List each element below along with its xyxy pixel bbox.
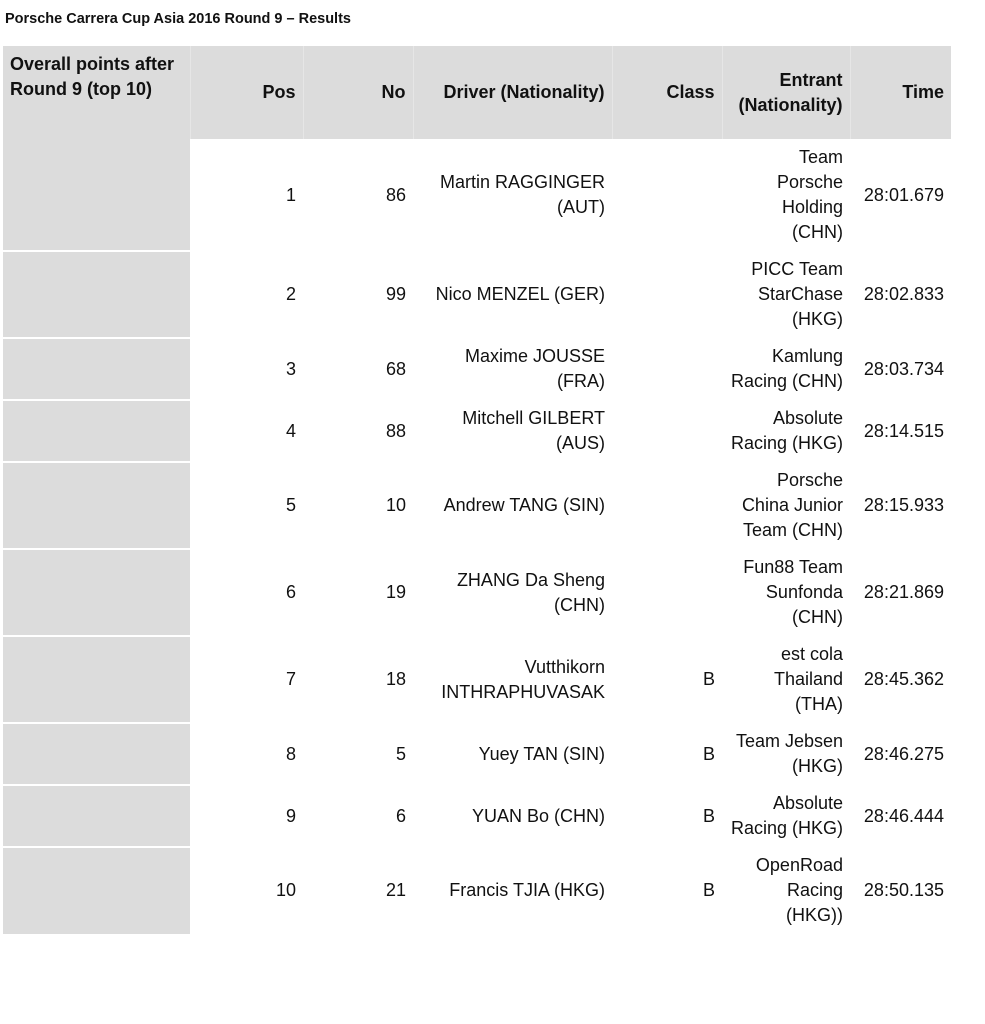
no-cell: 21 [385, 880, 406, 900]
table-row [3, 847, 951, 934]
time-cell: 28:14.515 [863, 420, 944, 441]
entrant-cell: Kamlung Racing (CHN) [730, 346, 843, 391]
driver-cell: ZHANG Da Sheng (CHN) [456, 569, 605, 615]
no-cell: 68 [385, 358, 406, 379]
time-cell: 28:21.869 [863, 582, 944, 602]
driver-cell: Vutthikorn INTHRAPHUVASAK [441, 656, 605, 702]
class-cell: B [702, 805, 715, 826]
table-row [3, 462, 951, 549]
table-row [3, 723, 951, 785]
time-cell: 28:02.833 [863, 284, 944, 304]
class-cell [612, 139, 722, 251]
driver-cell: YUAN Bo (CHN) [471, 805, 605, 826]
no-cell: 5 [395, 743, 406, 764]
entrant-cell: OpenRoad Racing (HKG)) [755, 855, 843, 925]
header-time: Time [850, 46, 951, 139]
entrant-cell: Team Porsche Holding (CHN) [776, 147, 843, 242]
class-cell: B [702, 880, 715, 900]
pos-cell: 9 [285, 805, 296, 826]
header-overall-points: Overall points after Round 9 (top 10) [3, 46, 190, 139]
no-cell: 18 [385, 669, 406, 689]
time-cell: 28:15.933 [863, 495, 944, 515]
overall-points-cell [3, 636, 190, 723]
pos-cell: 2 [285, 284, 296, 304]
header-pos: Pos [190, 46, 303, 139]
pos-cell: 3 [285, 358, 296, 379]
entrant-cell: Absolute Racing (HKG) [730, 793, 843, 838]
entrant-cell: Team Jebsen (HKG) [735, 731, 843, 776]
no-cell: 99 [385, 284, 406, 304]
header-row [3, 46, 951, 139]
pos-cell: 4 [285, 420, 296, 441]
entrant-cell: est cola Thailand (THA) [773, 644, 843, 714]
table-row [3, 549, 951, 636]
driver-cell: Yuey TAN (SIN) [478, 743, 605, 764]
no-cell: 10 [385, 495, 406, 515]
class-cell [612, 400, 722, 462]
overall-points-cell [3, 723, 190, 785]
no-cell: 86 [385, 184, 406, 205]
class-cell [612, 338, 722, 400]
table-row [3, 139, 951, 251]
no-cell: 19 [385, 582, 406, 602]
driver-cell: Maxime JOUSSE (FRA) [464, 346, 605, 391]
overall-points-cell [3, 785, 190, 847]
overall-points-cell [3, 251, 190, 338]
pos-cell: 7 [285, 669, 296, 689]
table-row [3, 636, 951, 723]
class-cell: B [702, 743, 715, 764]
page-title: Porsche Carrera Cup Asia 2016 Round 9 – Results [5, 11, 351, 27]
class-cell: B [702, 669, 715, 689]
overall-points-cell [3, 847, 190, 934]
class-cell [612, 462, 722, 549]
no-cell: 6 [395, 805, 406, 826]
header-driver: Driver (Nationality) [413, 46, 612, 139]
class-cell [612, 251, 722, 338]
overall-points-cell [3, 400, 190, 462]
pos-cell: 6 [285, 582, 296, 602]
pos-cell: 8 [285, 743, 296, 764]
time-cell: 28:46.275 [863, 743, 944, 764]
entrant-cell: Fun88 Team Sunfonda (CHN) [743, 557, 843, 627]
results-table [3, 46, 951, 934]
overall-points-cell [3, 139, 190, 251]
header-no: No [303, 46, 413, 139]
pos-cell: 5 [285, 495, 296, 515]
overall-points-cell [3, 549, 190, 636]
entrant-cell: Absolute Racing (HKG) [730, 408, 843, 453]
pos-cell: 10 [275, 880, 296, 900]
no-cell: 88 [385, 420, 406, 441]
table-row [3, 400, 951, 462]
table-row [3, 785, 951, 847]
time-cell: 28:50.135 [863, 880, 944, 900]
entrant-cell: PICC Team StarChase (HKG) [751, 259, 843, 329]
time-cell: 28:45.362 [863, 669, 944, 689]
driver-cell: Martin RAGGINGER (AUT) [439, 172, 605, 217]
header-class: Class [612, 46, 722, 139]
overall-points-cell [3, 338, 190, 400]
header-entrant: Entrant (Nationality) [722, 46, 850, 139]
time-cell: 28:46.444 [863, 805, 944, 826]
table-row [3, 251, 951, 338]
driver-cell: Mitchell GILBERT (AUS) [462, 408, 605, 453]
driver-cell: Andrew TANG (SIN) [443, 495, 605, 515]
time-cell: 28:01.679 [863, 184, 944, 205]
table-row [3, 338, 951, 400]
driver-cell: Francis TJIA (HKG) [449, 880, 605, 900]
entrant-cell: Porsche China Junior Team (CHN) [741, 470, 843, 540]
pos-cell: 1 [285, 184, 296, 205]
class-cell [612, 549, 722, 636]
overall-points-cell [3, 462, 190, 549]
time-cell: 28:03.734 [863, 358, 944, 379]
driver-cell: Nico MENZEL (GER) [435, 284, 605, 304]
